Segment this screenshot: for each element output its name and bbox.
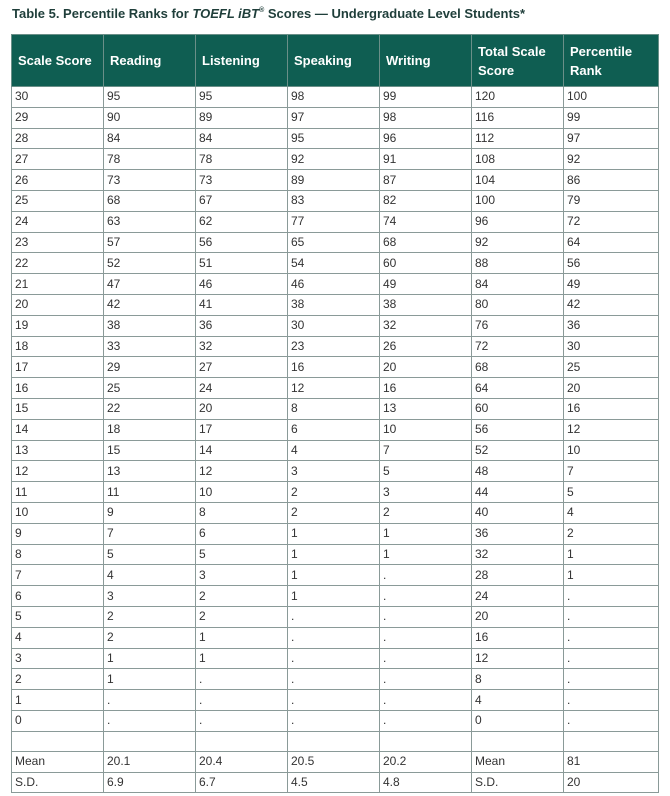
- table-cell: 2: [288, 502, 380, 523]
- table-cell: 82: [380, 190, 472, 211]
- table-row: [12, 315, 659, 336]
- table-cell: 5: [564, 482, 659, 503]
- col-writing-header: Writing: [380, 35, 472, 87]
- table-cell: 104: [472, 170, 564, 191]
- table-cell: 4: [472, 690, 564, 711]
- table-cell: 92: [472, 232, 564, 253]
- table-cell: 56: [196, 232, 288, 253]
- table-cell: 14: [196, 440, 288, 461]
- table-cell: 6: [196, 523, 288, 544]
- table-cell: 4: [564, 502, 659, 523]
- table-cell: 26: [380, 336, 472, 357]
- table-cell: 10: [12, 502, 104, 523]
- table-row: [12, 190, 659, 211]
- table-cell: 33: [104, 336, 196, 357]
- table-cell: 95: [104, 87, 196, 108]
- table-cell: 27: [12, 149, 104, 170]
- table-cell: 38: [288, 294, 380, 315]
- table-cell: 0: [12, 710, 104, 731]
- col-total-scale-score-header: Total Scale Score: [472, 35, 564, 87]
- table-cell: 27: [196, 357, 288, 378]
- table-cell: 16: [380, 378, 472, 399]
- table-cell: 5: [104, 544, 196, 565]
- table-cell: 18: [12, 336, 104, 357]
- table-cell: 116: [472, 107, 564, 128]
- table-cell: 16: [564, 398, 659, 419]
- table-row: [12, 107, 659, 128]
- table-cell: 6.7: [196, 772, 288, 793]
- table-cell: .: [380, 565, 472, 586]
- table-cell: 63: [104, 211, 196, 232]
- table-cell: .: [380, 710, 472, 731]
- table-cell: 97: [564, 128, 659, 149]
- table-cell: 1: [288, 586, 380, 607]
- table-cell: 89: [196, 107, 288, 128]
- table-cell: 38: [104, 315, 196, 336]
- table-cell: .: [564, 690, 659, 711]
- table-cell: 48: [472, 461, 564, 482]
- table-cell: 57: [104, 232, 196, 253]
- table-cell: 24: [472, 586, 564, 607]
- empty-cell: [472, 731, 564, 751]
- table-cell: 73: [104, 170, 196, 191]
- table-cell: 2: [104, 606, 196, 627]
- spacer-row: [12, 731, 659, 751]
- table-row: [12, 440, 659, 461]
- table-cell: 20.5: [288, 751, 380, 772]
- table-cell: 1: [196, 627, 288, 648]
- table-cell: 5: [380, 461, 472, 482]
- table-cell: 3: [288, 461, 380, 482]
- table-cell: 46: [288, 274, 380, 295]
- table-cell: 14: [12, 419, 104, 440]
- table-cell: 23: [12, 232, 104, 253]
- table-cell: 60: [380, 253, 472, 274]
- table-cell: 11: [12, 482, 104, 503]
- table-row: [12, 461, 659, 482]
- empty-cell: [380, 731, 472, 751]
- table-cell: 13: [380, 398, 472, 419]
- table-cell: .: [196, 710, 288, 731]
- table-cell: 56: [472, 419, 564, 440]
- table-row: [12, 523, 659, 544]
- table-cell: 44: [472, 482, 564, 503]
- table-cell: 20.2: [380, 751, 472, 772]
- table-cell: 73: [196, 170, 288, 191]
- table-cell: 32: [196, 336, 288, 357]
- table-cell: 17: [196, 419, 288, 440]
- table-cell: 92: [288, 149, 380, 170]
- table-cell: 24: [196, 378, 288, 399]
- table-cell: 16: [288, 357, 380, 378]
- table-cell: 2: [564, 523, 659, 544]
- table-cell: 84: [472, 274, 564, 295]
- table-body: [12, 87, 659, 793]
- table-cell: S.D.: [12, 772, 104, 793]
- table-cell: 13: [12, 440, 104, 461]
- table-cell: 18: [104, 419, 196, 440]
- table-cell: 52: [472, 440, 564, 461]
- table-row: [12, 357, 659, 378]
- table-cell: 2: [12, 669, 104, 690]
- table-cell: 74: [380, 211, 472, 232]
- table-cell: 30: [564, 336, 659, 357]
- table-cell: 25: [12, 190, 104, 211]
- title-product: TOEFL iBT: [192, 6, 260, 21]
- table-cell: 78: [104, 149, 196, 170]
- table-cell: 12: [288, 378, 380, 399]
- registered-mark: ®: [259, 7, 265, 14]
- table-cell: .: [380, 606, 472, 627]
- title-suffix: Scores — Undergraduate Level Students*: [264, 6, 526, 21]
- table-row: [12, 586, 659, 607]
- table-cell: 8: [288, 398, 380, 419]
- table-cell: 6.9: [104, 772, 196, 793]
- table-cell: 1: [564, 544, 659, 565]
- table-cell: 77: [288, 211, 380, 232]
- table-cell: 96: [472, 211, 564, 232]
- table-row: [12, 378, 659, 399]
- table-cell: 52: [104, 253, 196, 274]
- table-cell: 112: [472, 128, 564, 149]
- table-cell: 1: [288, 523, 380, 544]
- table-cell: 30: [288, 315, 380, 336]
- table-cell: 5: [12, 606, 104, 627]
- table-cell: 91: [380, 149, 472, 170]
- table-cell: 11: [104, 482, 196, 503]
- table-cell: 98: [380, 107, 472, 128]
- table-cell: 8: [196, 502, 288, 523]
- table-cell: 80: [472, 294, 564, 315]
- table-row: [12, 336, 659, 357]
- empty-cell: [196, 731, 288, 751]
- empty-cell: [564, 731, 659, 751]
- table-cell: 62: [196, 211, 288, 232]
- table-cell: 1: [288, 544, 380, 565]
- summary-row: [12, 751, 659, 772]
- table-cell: .: [288, 669, 380, 690]
- table-cell: 25: [564, 357, 659, 378]
- table-cell: .: [564, 710, 659, 731]
- table-row: [12, 419, 659, 440]
- table-cell: 28: [472, 565, 564, 586]
- table-cell: 7: [380, 440, 472, 461]
- table-cell: .: [564, 606, 659, 627]
- title-prefix: Table 5. Percentile Ranks for: [12, 6, 193, 21]
- table-cell: 12: [12, 461, 104, 482]
- table-cell: .: [104, 710, 196, 731]
- table-cell: 36: [564, 315, 659, 336]
- table-cell: 72: [472, 336, 564, 357]
- table-cell: .: [288, 627, 380, 648]
- table-cell: 56: [564, 253, 659, 274]
- table-cell: 22: [104, 398, 196, 419]
- table-row: [12, 128, 659, 149]
- table-cell: .: [564, 586, 659, 607]
- table-cell: 26: [12, 170, 104, 191]
- table-row: [12, 648, 659, 669]
- table-cell: 28: [12, 128, 104, 149]
- table-cell: 21: [12, 274, 104, 295]
- table-cell: 1: [12, 690, 104, 711]
- table-cell: 38: [380, 294, 472, 315]
- table-cell: 20.1: [104, 751, 196, 772]
- table-cell: 8: [472, 669, 564, 690]
- table-cell: 90: [104, 107, 196, 128]
- table-cell: 47: [104, 274, 196, 295]
- table-cell: Mean: [12, 751, 104, 772]
- table-cell: 12: [472, 648, 564, 669]
- table-cell: 12: [196, 461, 288, 482]
- table-cell: 42: [564, 294, 659, 315]
- table-row: [12, 565, 659, 586]
- table-cell: 79: [564, 190, 659, 211]
- table-cell: 4.5: [288, 772, 380, 793]
- table-cell: 87: [380, 170, 472, 191]
- table-cell: 98: [288, 87, 380, 108]
- table-row: [12, 482, 659, 503]
- table-cell: 3: [196, 565, 288, 586]
- table-cell: 12: [564, 419, 659, 440]
- table-row: [12, 398, 659, 419]
- table-row: [12, 149, 659, 170]
- table-row: [12, 274, 659, 295]
- empty-cell: [12, 731, 104, 751]
- table-cell: 2: [104, 627, 196, 648]
- table-cell: 89: [288, 170, 380, 191]
- table-cell: 7: [12, 565, 104, 586]
- table-cell: 54: [288, 253, 380, 274]
- table-cell: 120: [472, 87, 564, 108]
- table-cell: 65: [288, 232, 380, 253]
- table-cell: 3: [104, 586, 196, 607]
- table-row: [12, 294, 659, 315]
- table-row: [12, 669, 659, 690]
- table-cell: 15: [12, 398, 104, 419]
- table-cell: 2: [288, 482, 380, 503]
- table-cell: 84: [104, 128, 196, 149]
- table-cell: 9: [12, 523, 104, 544]
- table-cell: 22: [12, 253, 104, 274]
- table-cell: 4.8: [380, 772, 472, 793]
- table-cell: 96: [380, 128, 472, 149]
- table-cell: 13: [104, 461, 196, 482]
- table-cell: 81: [564, 751, 659, 772]
- table-cell: 29: [104, 357, 196, 378]
- table-cell: .: [380, 648, 472, 669]
- table-cell: 9: [104, 502, 196, 523]
- table-cell: 7: [564, 461, 659, 482]
- table-cell: 72: [564, 211, 659, 232]
- header-row: [12, 35, 659, 87]
- table-cell: 2: [380, 502, 472, 523]
- table-cell: 68: [104, 190, 196, 211]
- table-row: [12, 690, 659, 711]
- table-cell: 1: [196, 648, 288, 669]
- table-cell: 92: [564, 149, 659, 170]
- summary-row: [12, 772, 659, 793]
- table-cell: .: [380, 627, 472, 648]
- table-cell: 1: [104, 669, 196, 690]
- table-row: [12, 253, 659, 274]
- table-cell: 20: [12, 294, 104, 315]
- table-cell: 97: [288, 107, 380, 128]
- table-cell: 17: [12, 357, 104, 378]
- table-cell: .: [196, 690, 288, 711]
- table-cell: .: [564, 627, 659, 648]
- table-title: [12, 6, 525, 21]
- table-cell: 100: [564, 87, 659, 108]
- table-cell: 84: [196, 128, 288, 149]
- table-cell: 1: [288, 565, 380, 586]
- table-cell: .: [380, 669, 472, 690]
- table-cell: 20: [472, 606, 564, 627]
- table-cell: 67: [196, 190, 288, 211]
- col-percentile-rank-header: Percentile Rank: [564, 35, 659, 87]
- table-cell: 24: [12, 211, 104, 232]
- table-cell: 99: [380, 87, 472, 108]
- col-scale-score-header: Scale Score: [12, 35, 104, 87]
- table-cell: 20: [196, 398, 288, 419]
- table-cell: 49: [380, 274, 472, 295]
- table-cell: 40: [472, 502, 564, 523]
- table-row: [12, 627, 659, 648]
- table-cell: S.D.: [472, 772, 564, 793]
- table-cell: .: [380, 690, 472, 711]
- table-cell: 19: [12, 315, 104, 336]
- table-cell: 23: [288, 336, 380, 357]
- table-cell: 15: [104, 440, 196, 461]
- table-cell: 36: [472, 523, 564, 544]
- table-cell: 41: [196, 294, 288, 315]
- table-row: [12, 606, 659, 627]
- table-cell: 51: [196, 253, 288, 274]
- table-row: [12, 544, 659, 565]
- table-cell: Mean: [472, 751, 564, 772]
- table-cell: 32: [380, 315, 472, 336]
- table-row: [12, 232, 659, 253]
- table-cell: 20: [564, 772, 659, 793]
- table-cell: 2: [196, 606, 288, 627]
- table-cell: 68: [380, 232, 472, 253]
- table-cell: 10: [564, 440, 659, 461]
- table-cell: .: [288, 710, 380, 731]
- table-cell: 2: [196, 586, 288, 607]
- table-cell: 4: [12, 627, 104, 648]
- table-cell: .: [196, 669, 288, 690]
- table-cell: 64: [472, 378, 564, 399]
- table-cell: 95: [288, 128, 380, 149]
- col-listening-header: Listening: [196, 35, 288, 87]
- table-row: [12, 87, 659, 108]
- table-cell: 78: [196, 149, 288, 170]
- table-cell: 1: [380, 544, 472, 565]
- table-cell: 16: [12, 378, 104, 399]
- table-cell: 4: [104, 565, 196, 586]
- table-cell: 10: [196, 482, 288, 503]
- table-cell: 30: [12, 87, 104, 108]
- table-cell: .: [380, 586, 472, 607]
- table-cell: 42: [104, 294, 196, 315]
- table-cell: 0: [472, 710, 564, 731]
- col-speaking-header: Speaking: [288, 35, 380, 87]
- table-cell: .: [288, 648, 380, 669]
- table-row: [12, 170, 659, 191]
- empty-cell: [104, 731, 196, 751]
- table-cell: 16: [472, 627, 564, 648]
- table-cell: 46: [196, 274, 288, 295]
- table-cell: 20.4: [196, 751, 288, 772]
- empty-cell: [288, 731, 380, 751]
- table-cell: .: [288, 690, 380, 711]
- table-cell: 8: [12, 544, 104, 565]
- table-row: [12, 710, 659, 731]
- table-cell: 95: [196, 87, 288, 108]
- table-row: [12, 502, 659, 523]
- table-cell: 6: [288, 419, 380, 440]
- table-cell: .: [288, 606, 380, 627]
- table-cell: 32: [472, 544, 564, 565]
- table-cell: .: [104, 690, 196, 711]
- table-cell: 83: [288, 190, 380, 211]
- table-cell: 3: [380, 482, 472, 503]
- table-cell: 1: [104, 648, 196, 669]
- percentile-table: [11, 34, 659, 793]
- table-cell: 3: [12, 648, 104, 669]
- table-cell: 86: [564, 170, 659, 191]
- table-cell: 99: [564, 107, 659, 128]
- table-cell: .: [564, 669, 659, 690]
- table-cell: 64: [564, 232, 659, 253]
- table-cell: 108: [472, 149, 564, 170]
- table-cell: 36: [196, 315, 288, 336]
- table-cell: 29: [12, 107, 104, 128]
- table-cell: 5: [196, 544, 288, 565]
- table-cell: 76: [472, 315, 564, 336]
- table-cell: 20: [380, 357, 472, 378]
- table-row: [12, 211, 659, 232]
- table-cell: 1: [564, 565, 659, 586]
- table-cell: 10: [380, 419, 472, 440]
- table-cell: 88: [472, 253, 564, 274]
- table-cell: 1: [380, 523, 472, 544]
- table-cell: 68: [472, 357, 564, 378]
- table-cell: 25: [104, 378, 196, 399]
- table-cell: 20: [564, 378, 659, 399]
- table-cell: 60: [472, 398, 564, 419]
- table-cell: .: [564, 648, 659, 669]
- table-cell: 49: [564, 274, 659, 295]
- table-cell: 100: [472, 190, 564, 211]
- col-reading-header: Reading: [104, 35, 196, 87]
- table-cell: 7: [104, 523, 196, 544]
- table-cell: 4: [288, 440, 380, 461]
- table-cell: 6: [12, 586, 104, 607]
